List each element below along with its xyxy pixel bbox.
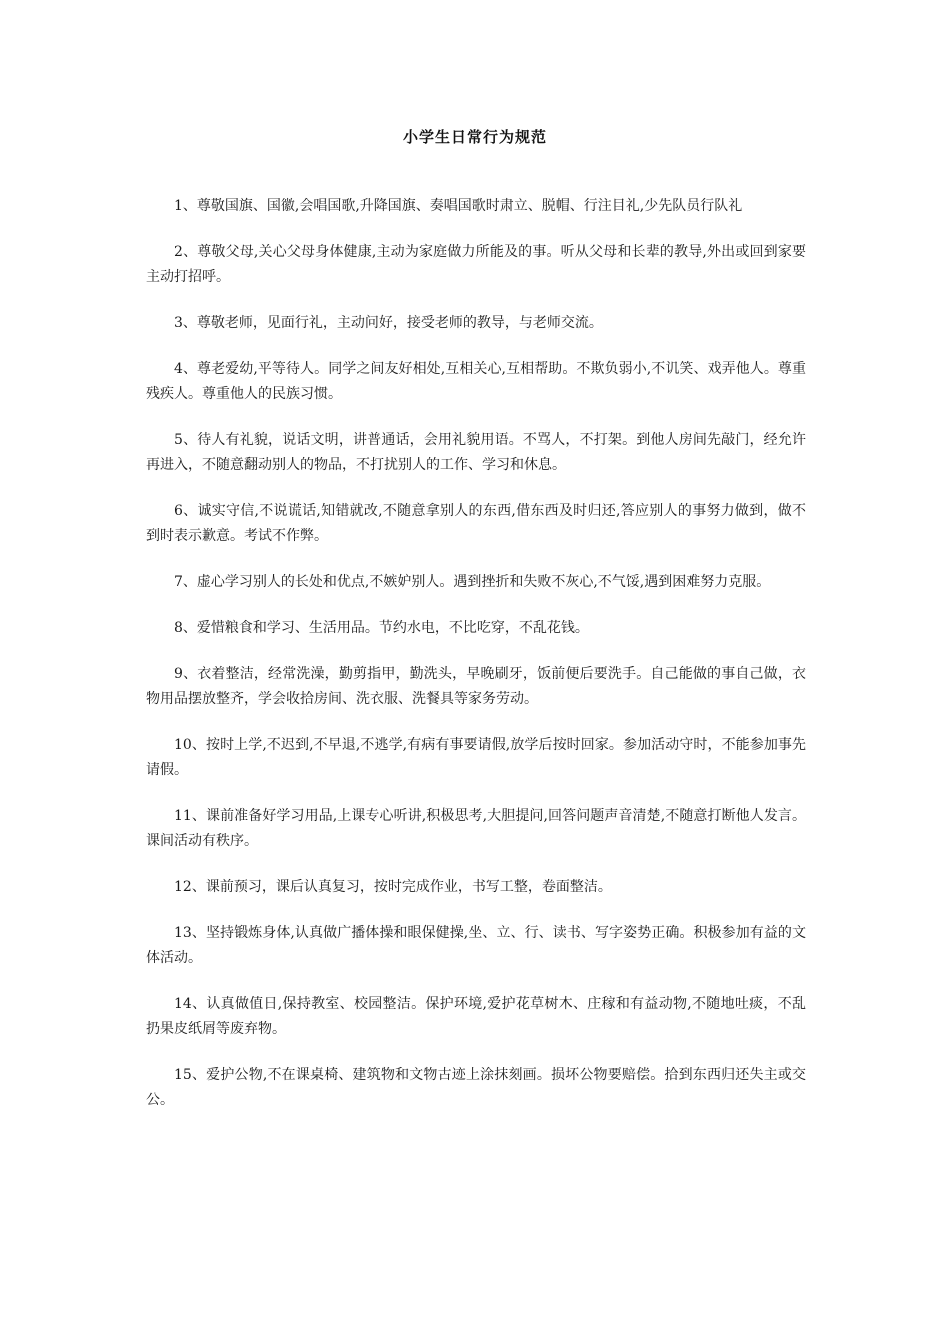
rule-item-6: 6、诚实守信,不说谎话,知错就改,不随意拿别人的东西,借东西及时归还,答应别人的事努力做到，做不到时表示歉意。考试不作弊。	[146, 503, 806, 544]
rule-item-13: 13、坚持锻炼身体,认真做广播体操和眼保健操,坐、立、行、读书、写字姿势正确。积极参加有益的文体活动。	[146, 925, 806, 966]
rule-item-7: 7、虚心学习别人的长处和优点,不嫉妒别人。遇到挫折和失败不灰心,不气馁,遇到困难努力克服。	[174, 574, 771, 590]
rule-item-11: 11、课前准备好学习用品,上课专心听讲,积极思考,大胆提问,回答问题声音清楚,不随意打断他人发言。课间活动有秩序。	[146, 808, 806, 849]
rule-item-3: 3、尊敬老师，见面行礼，主动问好，接受老师的教导，与老师交流。	[174, 315, 603, 331]
rule-item-14: 14、认真做值日,保持教室、校园整洁。保护环境,爱护花草树木、庄稼和有益动物,不随地吐痰，不乱扔果皮纸屑等废弃物。	[146, 996, 806, 1037]
rule-item-5: 5、待人有礼貌，说话文明，讲普通话，会用礼貌用语。不骂人，不打架。到他人房间先敲门，经允许再进入，不随意翻动别人的物品，不打扰别人的工作、学习和休息。	[146, 432, 806, 473]
document-title: 小学生日常行为规范	[402, 128, 547, 146]
rule-item-1: 1、尊敬国旗、国徽,会唱国歌,升降国旗、奏唱国歌时肃立、脱帽、行注目礼,少先队员行队礼	[174, 198, 743, 214]
rule-item-15: 15、爱护公物,不在课桌椅、建筑物和文物古迹上涂抹刻画。损坏公物要赔偿。拾到东西归还失主或交公。	[146, 1067, 806, 1108]
rule-item-2: 2、尊敬父母,关心父母身体健康,主动为家庭做力所能及的事。听从父母和长辈的教导,外出或回到家要主动打招呼。	[146, 244, 806, 285]
rule-item-10: 10、按时上学,不迟到,不早退,不逃学,有病有事要请假,放学后按时回家。参加活动守时，不能参加事先请假。	[146, 737, 806, 778]
rule-item-8: 8、爱惜粮食和学习、生活用品。节约水电，不比吃穿，不乱花钱。	[174, 620, 589, 636]
rules-list	[146, 194, 806, 1134]
rule-item-12: 12、课前预习，课后认真复习，按时完成作业，书写工整，卷面整洁。	[174, 879, 612, 895]
rule-item-9: 9、衣着整洁，经常洗澡，勤剪指甲，勤洗头，早晚刷牙，饭前便后要洗手。自己能做的事自己做，衣物用品摆放整齐，学会收拾房间、洗衣服、洗餐具等家务劳动。	[146, 666, 806, 707]
rule-item-4: 4、尊老爱幼,平等待人。同学之间友好相处,互相关心,互相帮助。不欺负弱小,不讥笑、戏弄他人。尊重残疾人。尊重他人的民族习惯。	[146, 361, 806, 402]
